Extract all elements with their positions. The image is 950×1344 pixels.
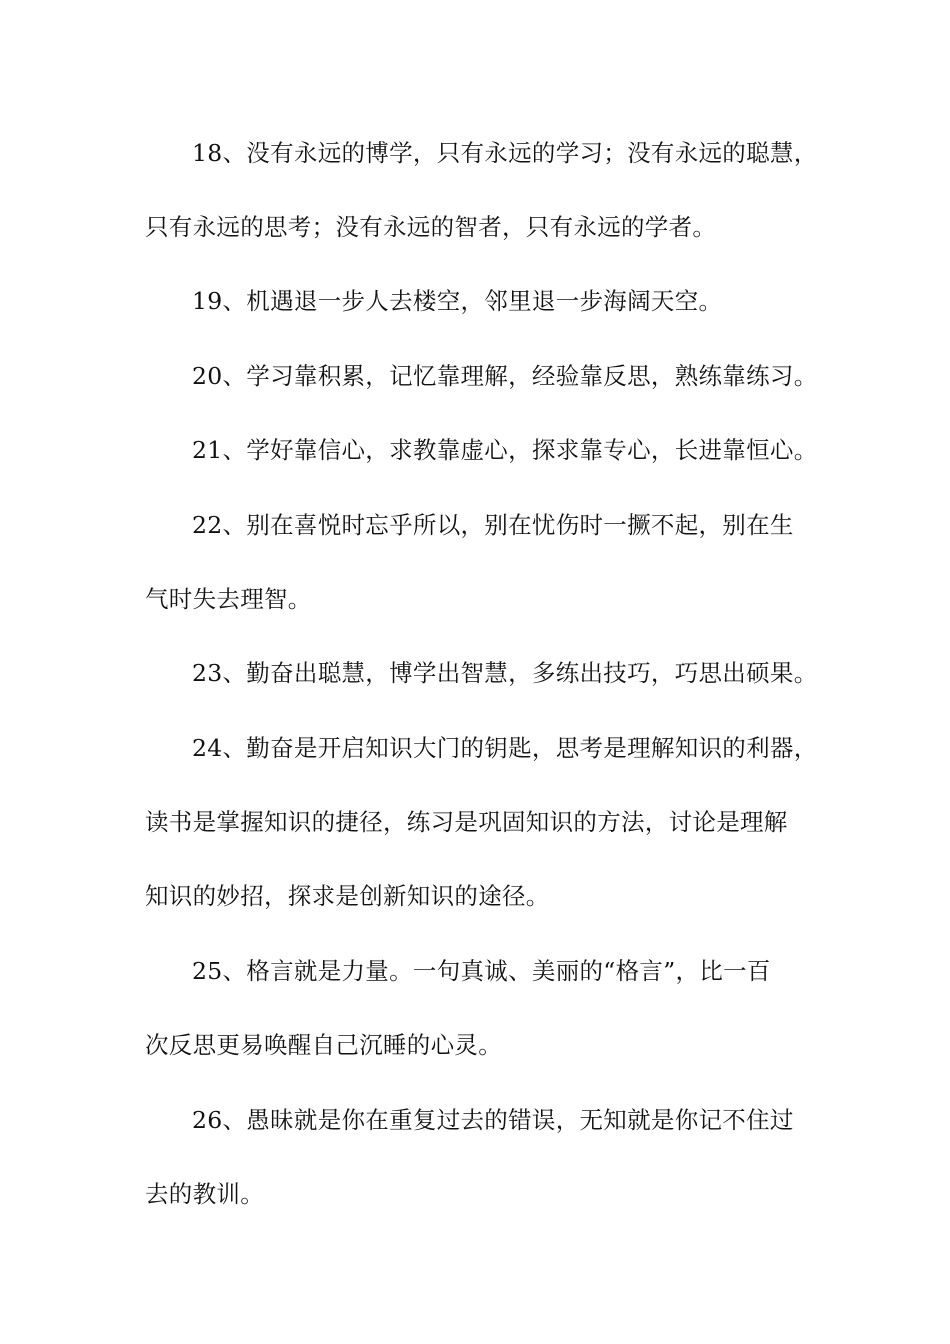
text-line-18a: 18、没有永远的博学，只有永远的学习；没有永远的聪慧， bbox=[192, 139, 818, 167]
text-line-18b: 只有永远的思考；没有永远的智者，只有永远的学者。 bbox=[145, 213, 717, 241]
text-line-22a: 22、别在喜悦时忘乎所以，别在忧伤时一撅不起，别在生 bbox=[192, 511, 794, 539]
text-line-19: 19、机遇退一步人去楼空，邻里退一步海阔天空。 bbox=[192, 287, 723, 315]
text-line-26a: 26、愚昧就是你在重复过去的错误，无知就是你记不住过 bbox=[192, 1106, 794, 1134]
text-line-26b: 去的教训。 bbox=[145, 1180, 264, 1208]
text-line-24b: 读书是掌握知识的捷径，练习是巩固知识的方法，讨论是理解 bbox=[145, 808, 788, 836]
text-line-25b: 次反思更易唤醒自己沉睡的心灵。 bbox=[145, 1031, 502, 1059]
text-line-25a: 25、格言就是力量。一句真诚、美丽的“格言”，比一百 bbox=[192, 957, 771, 985]
text-line-24c: 知识的妙招，探求是创新知识的途径。 bbox=[145, 882, 550, 910]
text-line-22b: 气时失去理智。 bbox=[145, 585, 312, 613]
text-line-24a: 24、勤奋是开启知识大门的钥匙，思考是理解知识的利器， bbox=[192, 734, 818, 762]
text-line-21: 21、学好靠信心，求教靠虚心，探求靠专心，长进靠恒心。 bbox=[192, 436, 818, 464]
text-line-20: 20、学习靠积累，记忆靠理解，经验靠反思，熟练靠练习。 bbox=[192, 362, 818, 390]
text-line-23: 23、勤奋出聪慧，博学出智慧，多练出技巧，巧思出硕果。 bbox=[192, 659, 818, 687]
